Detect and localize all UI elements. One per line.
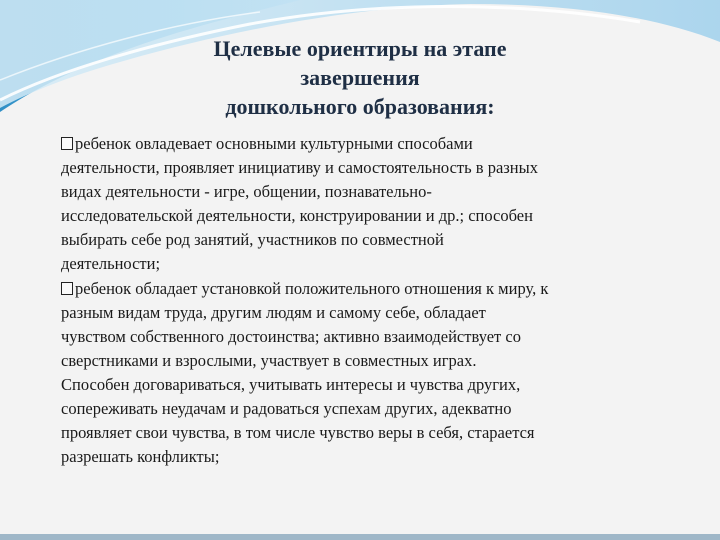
body-line: чувством собственного достоинства; активно взаимодействует со	[61, 326, 521, 346]
body-line: сверстниками и взрослыми, участвует в совместных играх.	[61, 350, 477, 370]
body-line: деятельности;	[61, 254, 161, 274]
title-line: завершения	[300, 65, 420, 90]
body-line: видах деятельности - игре, общении, познавательно-	[61, 182, 432, 202]
body-line	[61, 132, 681, 156]
body-line: выбирать себе род занятий, участников по совместной	[61, 230, 444, 250]
body-line-text: ребенок обладает установкой положительного отношения к миру, к	[75, 278, 549, 298]
body-line: деятельности, проявляет инициативу и самостоятельность в разных	[61, 158, 538, 178]
body-line: проявляет свои чувства, в том числе чувство веры в себя, старается	[61, 423, 535, 443]
body-line-text: ребенок овладевает основными культурными способами	[75, 134, 473, 153]
bullet-box-icon	[61, 282, 73, 295]
title-line: дошкольного образования:	[225, 94, 495, 119]
slide-bottom-edge	[0, 534, 720, 540]
bullet-box-icon	[61, 137, 73, 150]
slide-title	[150, 34, 570, 121]
title-line: Целевые ориентиры на этапе	[213, 36, 507, 61]
body-line: разным видам труда, другим людям и самому себе, обладает	[61, 302, 486, 322]
body-line: разрешать конфликты;	[61, 447, 220, 467]
body-line	[61, 277, 681, 301]
body-line: Способен договариваться, учитывать интересы и чувства других,	[61, 374, 521, 394]
slide-body-text	[61, 132, 681, 469]
body-line: исследовательской деятельности, конструировании и др.; способен	[61, 206, 533, 226]
body-line: сопереживать неудачам и радоваться успехам других, адекватно	[61, 399, 512, 419]
